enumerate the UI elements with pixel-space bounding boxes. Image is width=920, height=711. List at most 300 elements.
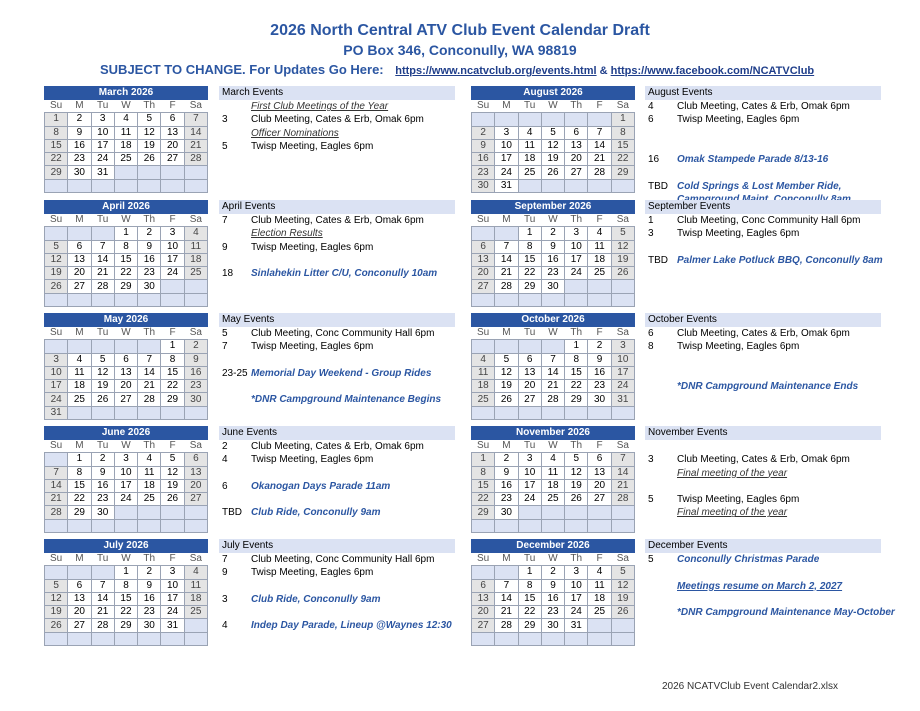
- day-cell: 14: [611, 466, 634, 479]
- event-date: 7: [222, 554, 228, 565]
- month-calendar: [471, 86, 635, 193]
- day-cell: 4: [68, 353, 91, 366]
- day-cell: 22: [565, 380, 588, 393]
- day-cell: 8: [611, 126, 634, 139]
- events-website-link[interactable]: https://www.ncatvclub.org/events.html: [395, 65, 597, 77]
- event-row: [645, 254, 881, 267]
- weekday-label: Su: [472, 100, 495, 113]
- events-list: [645, 200, 881, 267]
- day-cell: 3: [565, 227, 588, 240]
- empty-cell: [45, 566, 68, 579]
- event-text: Cold Springs & Lost Member Ride,: [677, 180, 842, 192]
- day-cell: 2: [472, 126, 495, 139]
- event-row: [219, 606, 455, 619]
- empty-cell: [472, 340, 495, 353]
- day-cell: 23: [495, 493, 518, 506]
- empty-cell: [611, 632, 634, 645]
- day-cell: 28: [588, 166, 611, 179]
- day-cell: 9: [184, 353, 207, 366]
- weekday-label: F: [161, 100, 184, 113]
- day-cell: 7: [184, 113, 207, 126]
- day-cell: 19: [45, 606, 68, 619]
- day-cell: 19: [565, 479, 588, 492]
- day-cell: 14: [495, 592, 518, 605]
- empty-cell: [541, 519, 564, 532]
- day-cell: 15: [611, 139, 634, 152]
- event-row: [219, 453, 455, 466]
- events-list: [219, 313, 455, 407]
- empty-cell: [588, 179, 611, 192]
- empty-cell: [184, 280, 207, 293]
- event-text: *DNR Campground Maintenance May-October: [677, 607, 895, 619]
- day-cell: 3: [114, 453, 137, 466]
- day-cell: 29: [114, 280, 137, 293]
- event-date: 1: [648, 215, 654, 226]
- day-cell: 11: [518, 139, 541, 152]
- empty-cell: [91, 340, 114, 353]
- day-cell: 7: [588, 126, 611, 139]
- weekday-label: Su: [472, 553, 495, 566]
- day-cell: 6: [68, 240, 91, 253]
- event-date: 3: [648, 454, 654, 466]
- empty-cell: [184, 632, 207, 645]
- day-cell: 6: [565, 126, 588, 139]
- event-row: [645, 166, 881, 179]
- month-calendar: [471, 539, 635, 646]
- day-cell: 3: [565, 566, 588, 579]
- weekday-label: Sa: [611, 214, 634, 227]
- empty-cell: [68, 293, 91, 306]
- event-date: 3: [222, 593, 228, 605]
- day-cell: 30: [91, 506, 114, 519]
- event-row: [219, 113, 455, 126]
- day-cell: 28: [495, 619, 518, 632]
- month-header: June 2026: [44, 426, 208, 440]
- event-row: [645, 354, 881, 367]
- day-cell: 24: [45, 393, 68, 406]
- day-cell: 19: [91, 380, 114, 393]
- month-calendar: [44, 86, 208, 193]
- day-cell: 17: [114, 479, 137, 492]
- day-cell: 27: [518, 393, 541, 406]
- event-date: 4: [648, 101, 654, 112]
- day-cell: 29: [611, 166, 634, 179]
- day-cell: 30: [541, 280, 564, 293]
- day-cell: 28: [138, 393, 161, 406]
- day-cell: 12: [45, 253, 68, 266]
- day-cell: 6: [184, 453, 207, 466]
- empty-cell: [611, 293, 634, 306]
- event-row: [645, 480, 881, 493]
- day-cell: 3: [611, 340, 634, 353]
- empty-cell: [472, 406, 495, 419]
- day-cell: 27: [161, 153, 184, 166]
- day-cell: 2: [68, 113, 91, 126]
- day-cell: 15: [565, 366, 588, 379]
- day-cell: 9: [472, 139, 495, 152]
- day-cell: 11: [68, 366, 91, 379]
- event-row: [219, 214, 455, 227]
- day-cell: 8: [518, 240, 541, 253]
- event-text: Club Meeting, Cates & Erb, Omak 6pm: [677, 101, 850, 112]
- event-date: 6: [222, 480, 228, 492]
- day-cell: 30: [588, 393, 611, 406]
- month-calendar: [44, 426, 208, 533]
- day-cell: 27: [114, 393, 137, 406]
- empty-cell: [68, 566, 91, 579]
- event-row: [219, 593, 455, 606]
- empty-cell: [114, 340, 137, 353]
- day-cell: 4: [114, 113, 137, 126]
- event-row: [645, 553, 881, 566]
- weekday-label: Tu: [91, 100, 114, 113]
- day-cell: 5: [138, 113, 161, 126]
- event-text: Twisp Meeting, Eagles 6pm: [251, 241, 374, 253]
- day-cell: 28: [91, 280, 114, 293]
- day-cell: 11: [588, 240, 611, 253]
- weekday-label: M: [68, 214, 91, 227]
- day-cell: 17: [611, 366, 634, 379]
- event-row: [219, 267, 455, 280]
- day-cell: 16: [91, 479, 114, 492]
- day-cell: 10: [45, 366, 68, 379]
- weekday-label: Tu: [518, 440, 541, 453]
- event-row: [645, 327, 881, 340]
- day-cell: 14: [588, 139, 611, 152]
- day-cell: 27: [68, 280, 91, 293]
- day-cell: 26: [161, 493, 184, 506]
- day-cell: 5: [495, 353, 518, 366]
- day-cell: 13: [518, 366, 541, 379]
- event-date: 3: [222, 114, 228, 126]
- empty-cell: [91, 519, 114, 532]
- day-cell: 5: [565, 453, 588, 466]
- day-cell: 26: [45, 280, 68, 293]
- day-cell: 13: [68, 253, 91, 266]
- day-cell: 5: [91, 353, 114, 366]
- day-cell: 28: [541, 393, 564, 406]
- empty-cell: [495, 566, 518, 579]
- day-cell: 6: [588, 453, 611, 466]
- day-cell: 17: [91, 139, 114, 152]
- day-cell: 31: [565, 619, 588, 632]
- event-row: [219, 380, 455, 393]
- event-row: [645, 140, 881, 153]
- events-header: August Events: [645, 86, 881, 100]
- empty-cell: [114, 519, 137, 532]
- weekday-label: Sa: [611, 553, 634, 566]
- empty-cell: [161, 519, 184, 532]
- day-cell: 15: [114, 592, 137, 605]
- day-cell: 3: [161, 227, 184, 240]
- empty-cell: [472, 293, 495, 306]
- day-cell: 26: [91, 393, 114, 406]
- event-text: First Club Meetings of the Year: [251, 101, 389, 112]
- day-cell: 5: [541, 126, 564, 139]
- weekday-label: Th: [565, 100, 588, 113]
- weekday-label: Th: [138, 440, 161, 453]
- event-date: 18: [222, 268, 234, 280]
- event-date: 5: [648, 494, 654, 506]
- ampersand: &: [599, 65, 608, 77]
- empty-cell: [45, 179, 68, 192]
- day-cell: 1: [518, 227, 541, 240]
- events-list: [645, 426, 881, 520]
- day-cell: 10: [161, 240, 184, 253]
- day-cell: 1: [565, 340, 588, 353]
- day-cell: 29: [518, 619, 541, 632]
- day-cell: 25: [184, 267, 207, 280]
- day-cell: 30: [68, 166, 91, 179]
- day-cell: 12: [611, 240, 634, 253]
- day-cell: 31: [611, 393, 634, 406]
- day-cell: 21: [495, 267, 518, 280]
- event-text: Club Meeting, Conc Community Hall 6pm: [251, 328, 435, 339]
- day-cell: 9: [541, 240, 564, 253]
- day-cell: 15: [45, 139, 68, 152]
- month-header: December 2026: [471, 539, 635, 553]
- facebook-link[interactable]: https://www.facebook.com/NCATVClub: [610, 65, 815, 77]
- day-cell: 14: [91, 592, 114, 605]
- day-cell: 14: [541, 366, 564, 379]
- weekday-label: M: [495, 214, 518, 227]
- day-cell: 14: [184, 126, 207, 139]
- event-row: [645, 467, 881, 480]
- day-cell: 1: [518, 566, 541, 579]
- day-cell: 16: [68, 139, 91, 152]
- weekday-label: F: [588, 440, 611, 453]
- day-cell: 11: [588, 579, 611, 592]
- weekday-label: Tu: [91, 327, 114, 340]
- day-cell: 6: [472, 579, 495, 592]
- events-list: [645, 86, 881, 206]
- empty-cell: [588, 632, 611, 645]
- day-cell: 28: [495, 280, 518, 293]
- day-cell: 30: [138, 619, 161, 632]
- empty-cell: [114, 179, 137, 192]
- weekday-label: Tu: [518, 553, 541, 566]
- day-cell: 16: [472, 153, 495, 166]
- month-calendar: [471, 200, 635, 307]
- day-cell: 27: [472, 280, 495, 293]
- day-cell: 19: [138, 139, 161, 152]
- weekday-label: F: [588, 553, 611, 566]
- day-cell: 30: [495, 506, 518, 519]
- event-row: [219, 241, 455, 254]
- weekday-label: Su: [45, 440, 68, 453]
- event-row: [645, 214, 881, 227]
- day-cell: 3: [495, 126, 518, 139]
- day-cell: 7: [91, 240, 114, 253]
- empty-cell: [565, 632, 588, 645]
- day-cell: 21: [541, 380, 564, 393]
- day-cell: 9: [495, 466, 518, 479]
- day-cell: 4: [472, 353, 495, 366]
- day-cell: 23: [91, 493, 114, 506]
- day-cell: 2: [541, 566, 564, 579]
- day-cell: 16: [541, 592, 564, 605]
- notice-text: SUBJECT TO CHANGE. For Updates Go Here:: [100, 62, 384, 77]
- day-cell: 21: [611, 479, 634, 492]
- weekday-label: W: [541, 327, 564, 340]
- event-row: [645, 340, 881, 353]
- event-date: 23-25: [222, 367, 248, 379]
- empty-cell: [138, 519, 161, 532]
- day-cell: 31: [45, 406, 68, 419]
- day-cell: 4: [541, 453, 564, 466]
- links-group: [395, 65, 814, 77]
- weekday-label: Sa: [184, 214, 207, 227]
- event-text: Club Ride, Conconully 9am: [251, 593, 381, 605]
- empty-cell: [518, 632, 541, 645]
- day-cell: 20: [518, 380, 541, 393]
- day-cell: 2: [495, 453, 518, 466]
- empty-cell: [588, 406, 611, 419]
- day-cell: 31: [91, 166, 114, 179]
- day-cell: 18: [541, 479, 564, 492]
- day-cell: 2: [138, 566, 161, 579]
- weekday-label: Th: [138, 100, 161, 113]
- day-cell: 23: [68, 153, 91, 166]
- day-cell: 20: [161, 139, 184, 152]
- event-row: [219, 580, 455, 593]
- event-row: [219, 354, 455, 367]
- day-cell: 7: [541, 353, 564, 366]
- event-date: TBD: [648, 180, 668, 192]
- event-text: Meetings resume on March 2, 2027: [677, 580, 843, 592]
- day-cell: 26: [565, 493, 588, 506]
- events-header: June Events: [219, 426, 455, 440]
- event-text: Club Meeting, Cates & Erb, Omak 6pm: [251, 441, 424, 452]
- event-text: Officer Nominations: [251, 127, 339, 139]
- day-cell: 13: [565, 139, 588, 152]
- day-cell: 15: [68, 479, 91, 492]
- month-header: May 2026: [44, 313, 208, 327]
- events-header: October Events: [645, 313, 881, 327]
- event-text: Club Meeting, Conc Community Hall 6pm: [251, 554, 435, 565]
- events-header: September Events: [645, 200, 881, 214]
- empty-cell: [68, 227, 91, 240]
- day-cell: 13: [68, 592, 91, 605]
- day-cell: 13: [472, 592, 495, 605]
- event-date: 2: [222, 441, 228, 452]
- weekday-label: W: [541, 214, 564, 227]
- day-cell: 18: [184, 253, 207, 266]
- event-row: [645, 227, 881, 240]
- event-date: 4: [222, 620, 228, 632]
- day-cell: 1: [611, 113, 634, 126]
- weekday-label: F: [588, 327, 611, 340]
- month-header: March 2026: [44, 86, 208, 100]
- weekday-label: Sa: [184, 440, 207, 453]
- empty-cell: [472, 566, 495, 579]
- event-date: 6: [648, 114, 654, 126]
- day-cell: 13: [184, 466, 207, 479]
- event-row: [645, 367, 881, 380]
- empty-cell: [472, 632, 495, 645]
- day-cell: 27: [68, 619, 91, 632]
- file-name-footer: 2026 NCATVClub Event Calendar2.xlsx: [662, 681, 839, 692]
- day-cell: 19: [161, 479, 184, 492]
- empty-cell: [565, 113, 588, 126]
- day-cell: 7: [611, 453, 634, 466]
- empty-cell: [138, 293, 161, 306]
- day-cell: 26: [45, 619, 68, 632]
- day-cell: 12: [611, 579, 634, 592]
- event-text: *DNR Campground Maintenance Begins: [251, 394, 442, 406]
- events-list: [645, 539, 895, 619]
- day-cell: 22: [518, 267, 541, 280]
- weekday-label: F: [161, 440, 184, 453]
- day-cell: 21: [184, 139, 207, 152]
- event-date: TBD: [648, 254, 668, 266]
- day-cell: 16: [138, 253, 161, 266]
- event-text: Club Meeting, Conc Community Hall 6pm: [677, 215, 861, 226]
- day-cell: 6: [161, 113, 184, 126]
- day-cell: 20: [68, 267, 91, 280]
- event-row: [219, 327, 455, 340]
- weekday-label: Tu: [91, 553, 114, 566]
- weekday-label: F: [161, 214, 184, 227]
- event-text: Indep Day Parade, Lineup @Waynes 12:30: [251, 620, 452, 632]
- empty-cell: [138, 340, 161, 353]
- weekday-label: Sa: [611, 327, 634, 340]
- day-cell: 29: [565, 393, 588, 406]
- day-cell: 23: [184, 380, 207, 393]
- weekday-label: W: [114, 100, 137, 113]
- day-cell: 17: [161, 592, 184, 605]
- event-row: [219, 506, 455, 519]
- empty-cell: [138, 166, 161, 179]
- empty-cell: [495, 113, 518, 126]
- weekday-label: W: [114, 553, 137, 566]
- day-cell: 23: [472, 166, 495, 179]
- weekday-label: Tu: [518, 327, 541, 340]
- event-date: 16: [648, 154, 660, 166]
- day-cell: 7: [91, 579, 114, 592]
- empty-cell: [588, 506, 611, 519]
- day-cell: 29: [45, 166, 68, 179]
- day-cell: 24: [518, 493, 541, 506]
- event-row: [645, 241, 881, 254]
- weekday-label: M: [495, 440, 518, 453]
- day-cell: 11: [138, 466, 161, 479]
- day-cell: 5: [45, 579, 68, 592]
- event-text: Club Meeting, Cates & Erb, Omak 6pm: [677, 328, 850, 339]
- day-cell: 17: [518, 479, 541, 492]
- weekday-label: W: [114, 327, 137, 340]
- day-cell: 18: [472, 380, 495, 393]
- day-cell: 18: [114, 139, 137, 152]
- day-cell: 21: [138, 380, 161, 393]
- empty-cell: [184, 293, 207, 306]
- empty-cell: [588, 280, 611, 293]
- weekday-label: Sa: [611, 100, 634, 113]
- day-cell: 10: [495, 139, 518, 152]
- event-date: 9: [222, 567, 228, 579]
- day-cell: 14: [91, 253, 114, 266]
- empty-cell: [184, 519, 207, 532]
- day-cell: 20: [472, 267, 495, 280]
- day-cell: 13: [588, 466, 611, 479]
- event-text: Twisp Meeting, Eagles 6pm: [251, 454, 374, 466]
- month-calendar: [44, 539, 208, 646]
- event-row: [219, 566, 455, 579]
- empty-cell: [611, 506, 634, 519]
- event-text: Club Meeting, Cates & Erb, Omak 6pm: [677, 454, 850, 466]
- day-cell: 13: [114, 366, 137, 379]
- day-cell: 24: [565, 267, 588, 280]
